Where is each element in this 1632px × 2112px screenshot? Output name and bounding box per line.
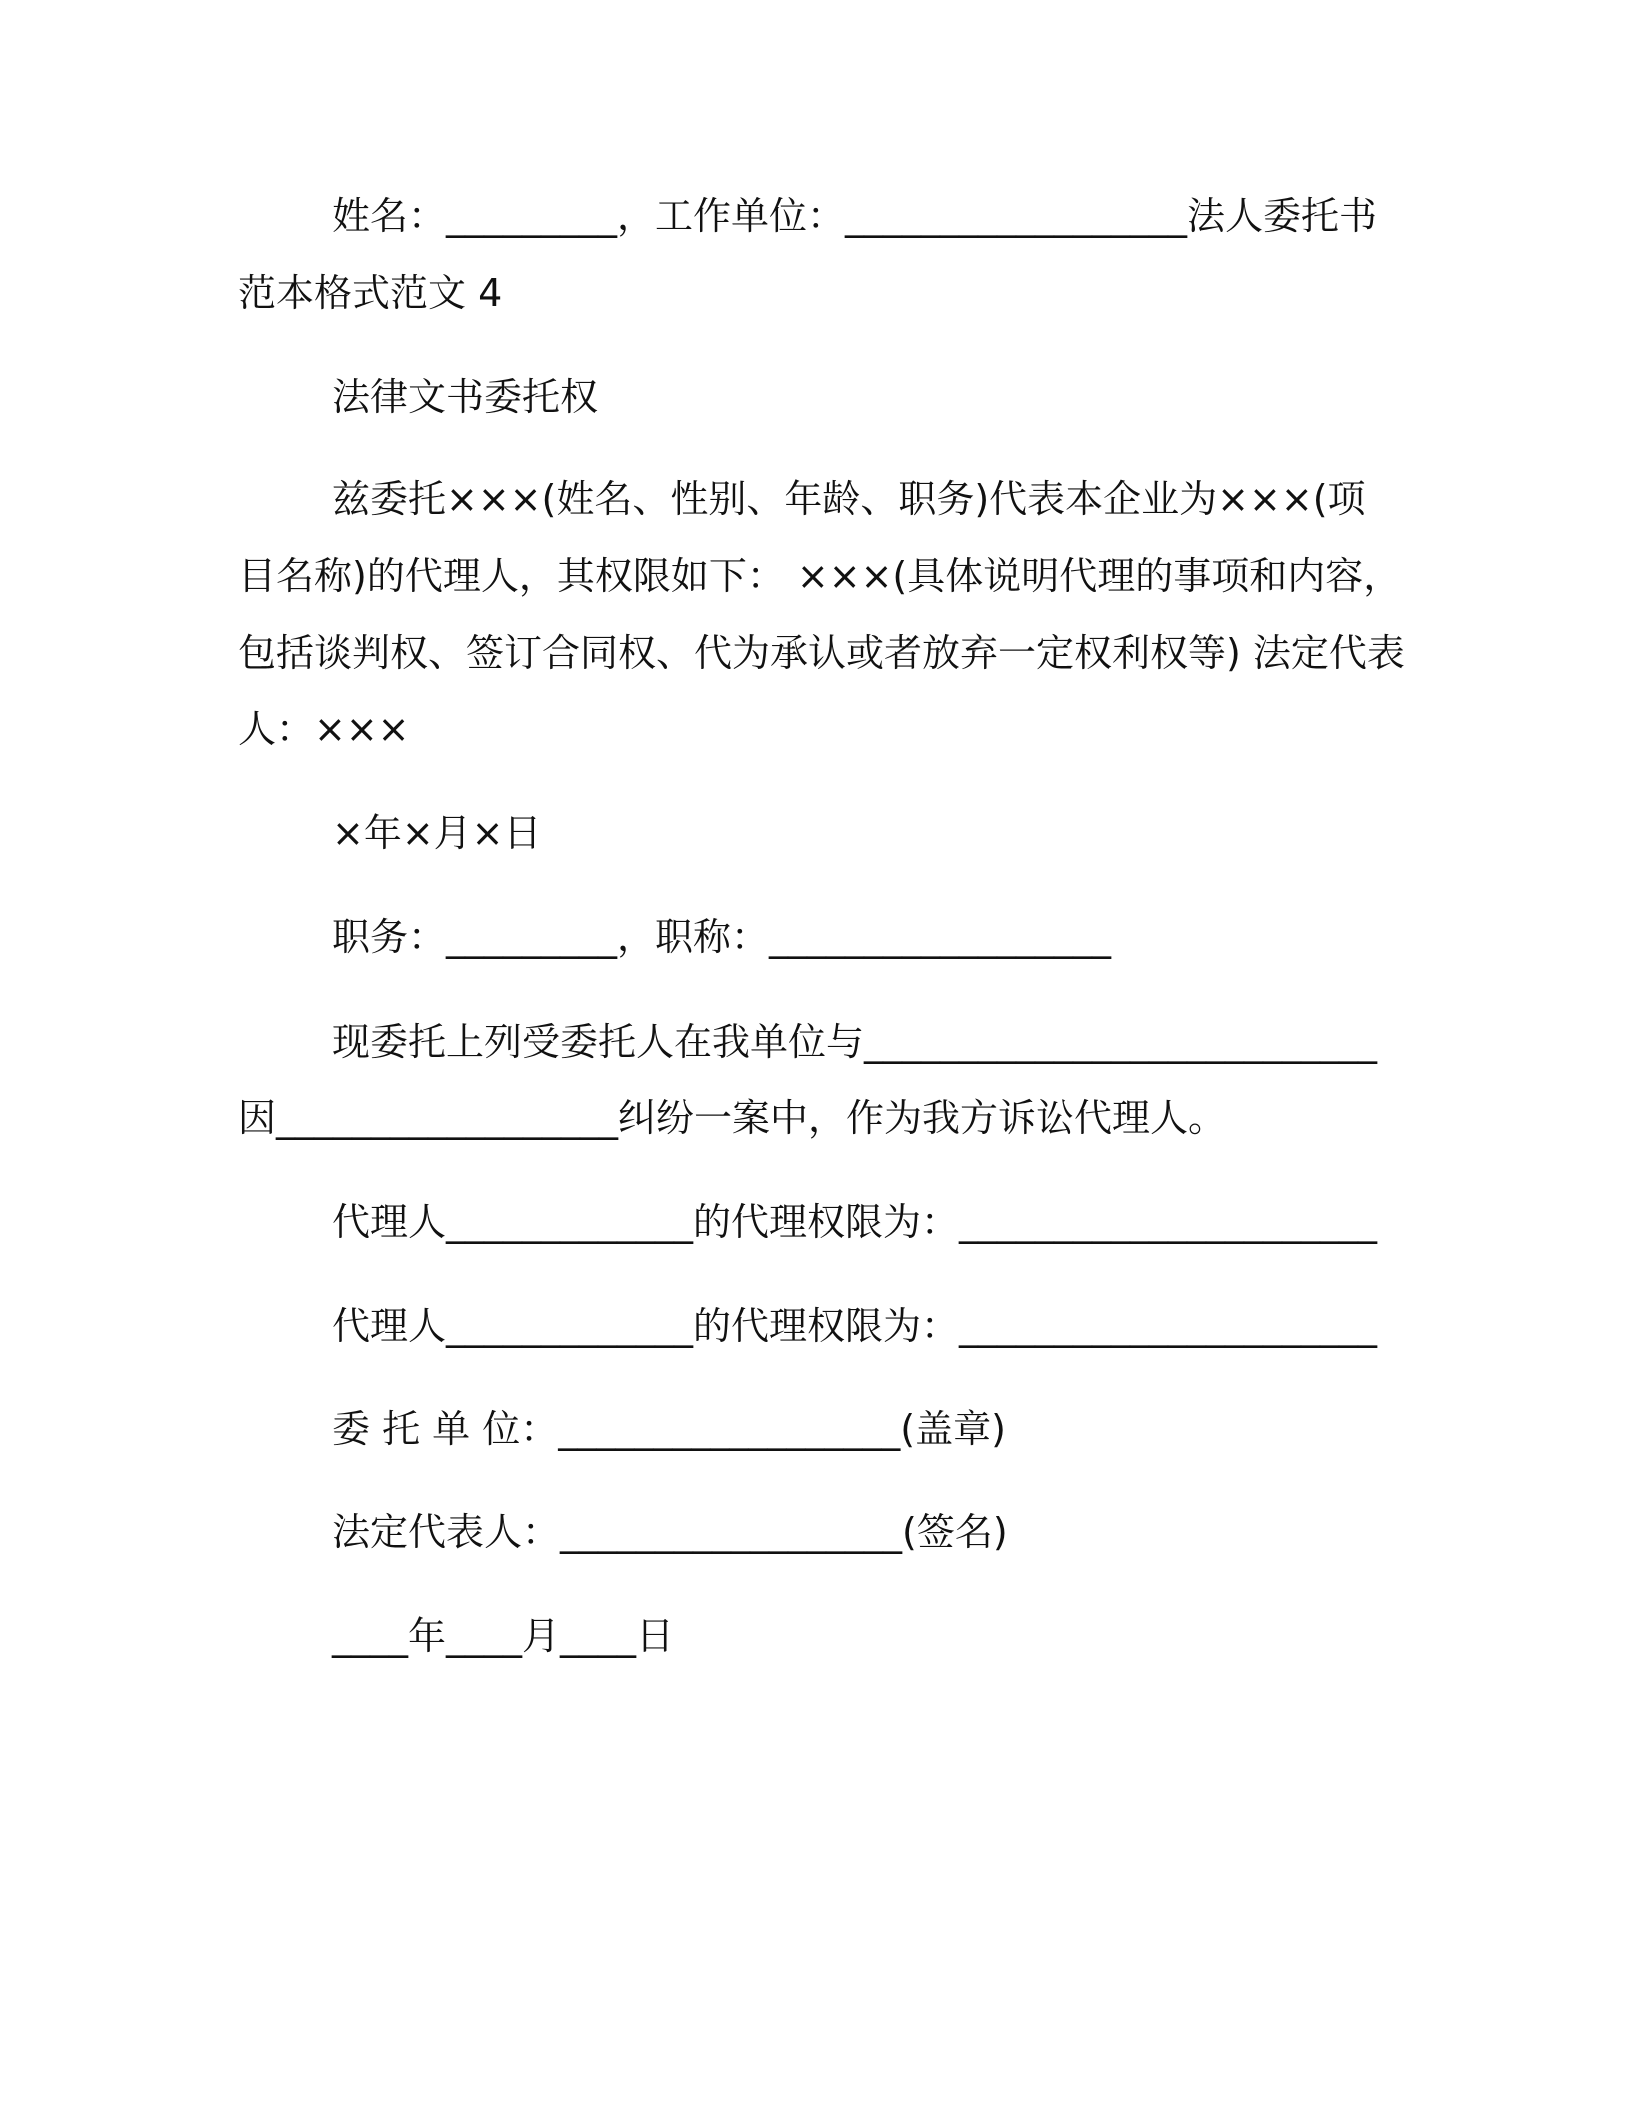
section-heading: 法律文书委托权 [332,375,599,419]
date-placeholder: ×年×月×日 [332,811,542,855]
name-workplace-line: 姓名：_________，工作单位：__________________法人委托书 [332,194,1378,238]
authorization-text-line-2: 目名称)的代理人，其权限如下： ×××(具体说明代理的事项和内容， [238,554,1402,598]
lawsuit-delegation-line-2: 因__________________纠纷一案中，作为我方诉讼代理人。 [238,1096,1227,1140]
document-title-continuation: 范本格式范文 4 [238,271,503,315]
lawsuit-delegation-line-1: 现委托上列受委托人在我单位与___________________________ [332,1020,1378,1064]
authorization-text-line-1: 兹委托×××(姓名、性别、年龄、职务)代表本企业为×××(项 [332,477,1366,521]
legal-representative-line: 法定代表人：__________________(签名) [332,1510,1008,1554]
signature-date-line: ____年____月____日 [332,1614,675,1658]
entrusting-unit-line: 委 托 单 位：__________________(盖章) [332,1407,1006,1451]
agent-authority-line-1: 代理人_____________的代理权限为：______________________ [332,1200,1378,1244]
agent-authority-line-2: 代理人_____________的代理权限为：______________________ [332,1304,1378,1348]
authorization-text-line-3: 包括谈判权、签订合同权、代为承认或者放弃一定权利权等) 法定代表 [238,631,1405,675]
authorization-text-line-4: 人：××× [238,707,410,751]
position-title-line: 职务：_________，职称：__________________ [332,915,1112,959]
